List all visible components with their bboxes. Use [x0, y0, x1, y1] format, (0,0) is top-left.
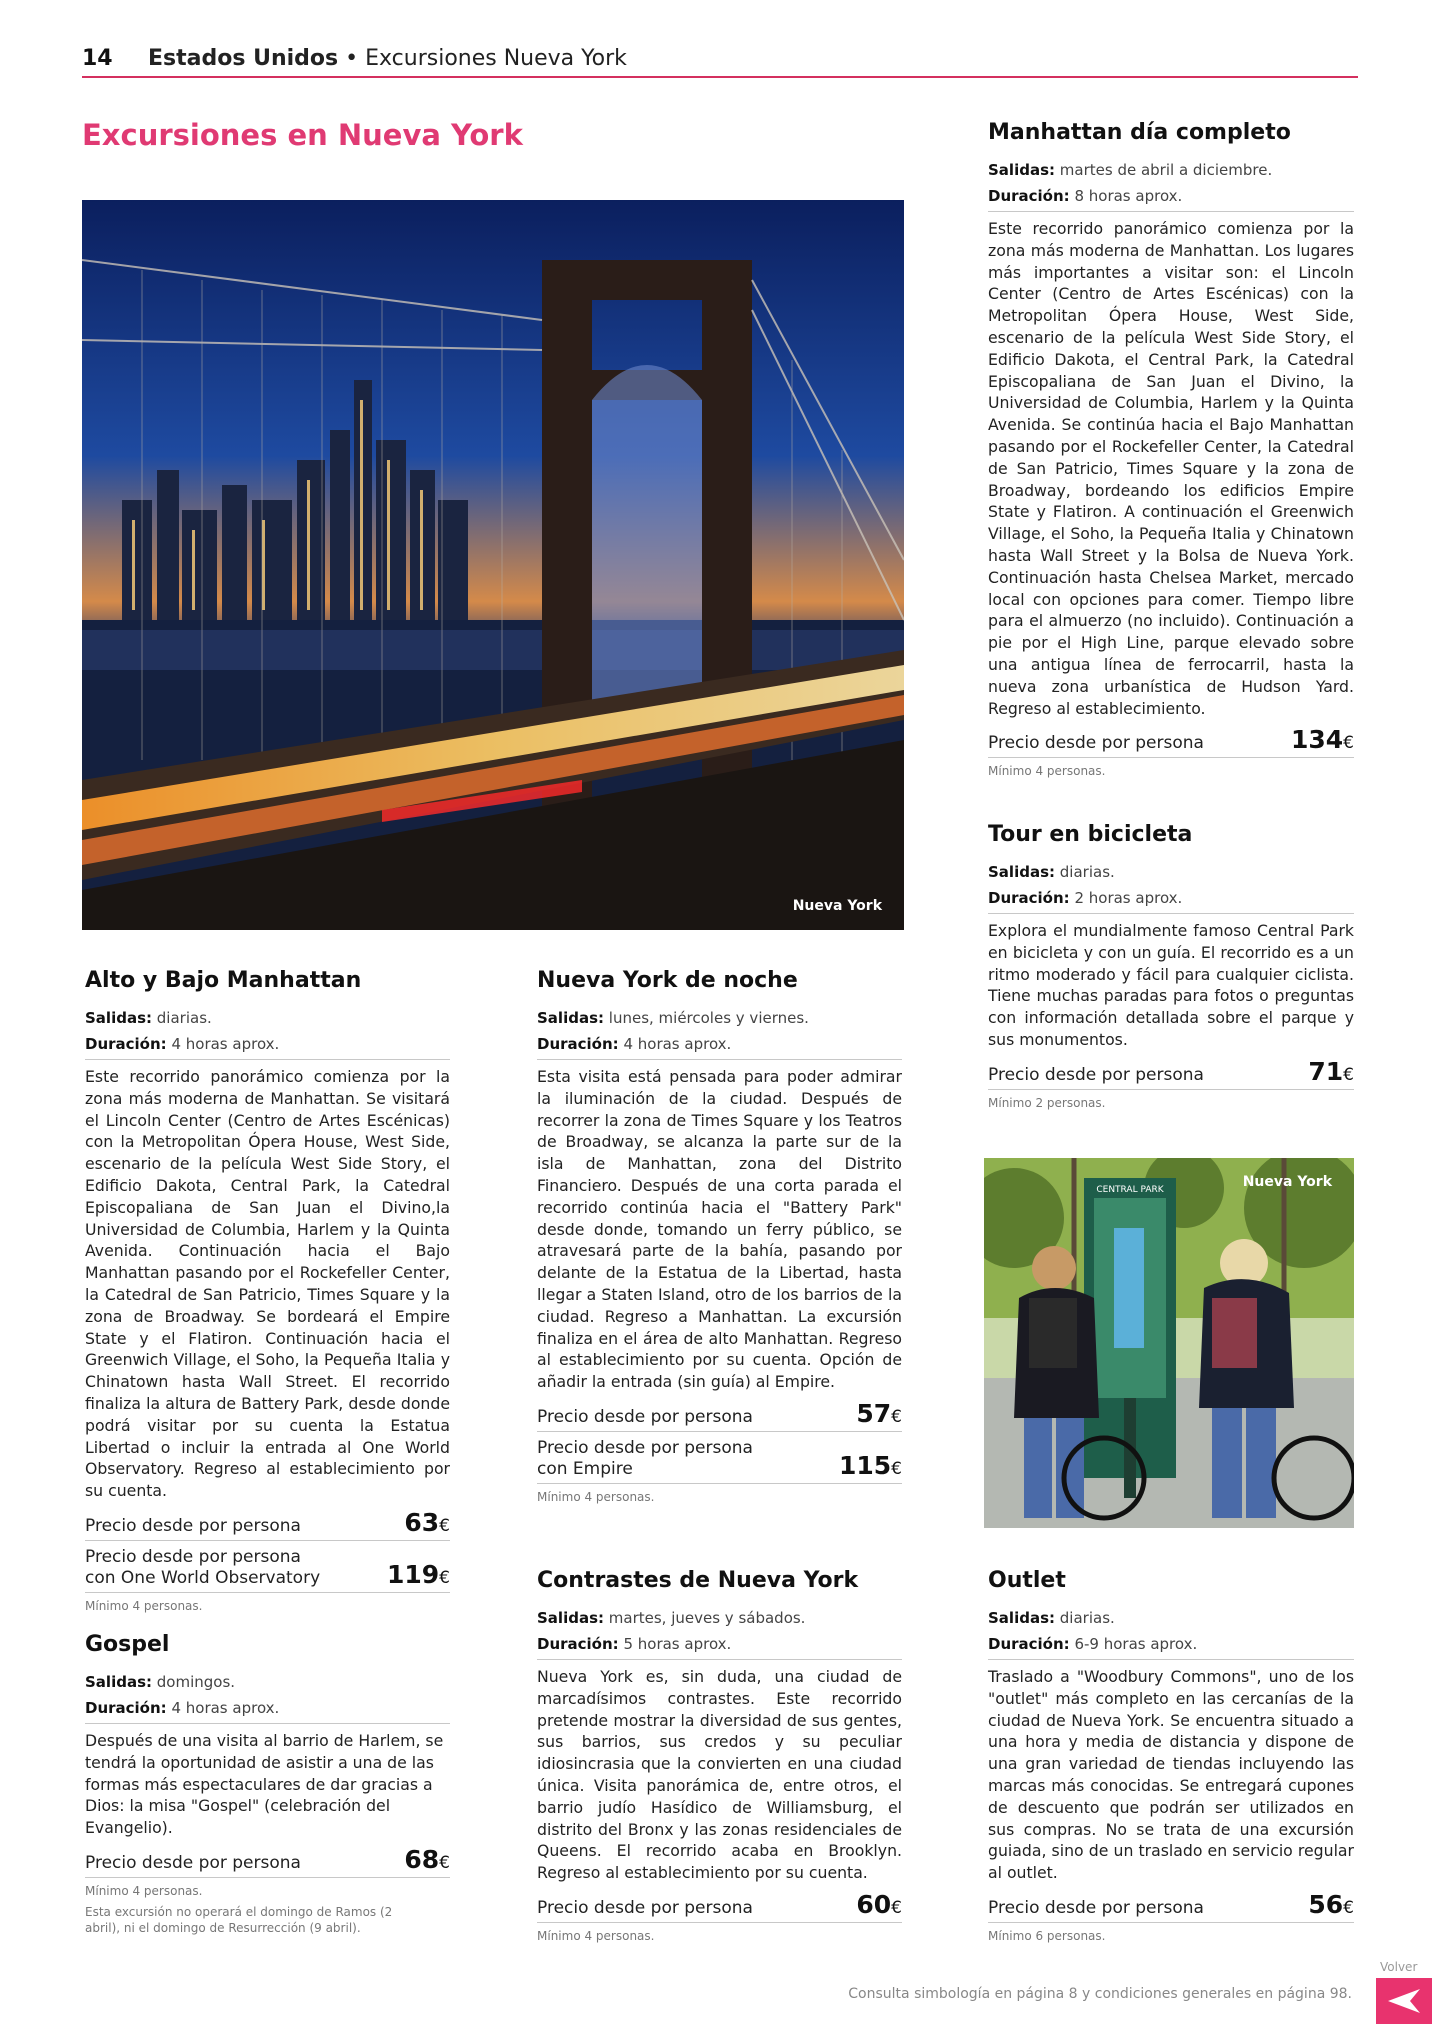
bridge-photo-caption: Nueva York	[792, 898, 882, 914]
back-button[interactable]	[1376, 1978, 1432, 2024]
duracion-value: 6-9 horas aprox.	[1074, 1635, 1198, 1653]
minimum-people: Mínimo 4 personas.	[537, 1489, 655, 1504]
price-row-empire: Precio desde por persona con Empire 115€	[537, 1432, 902, 1484]
tour-title: Manhattan día completo	[988, 120, 1291, 145]
minimum-people: Mínimo 4 personas.	[85, 1598, 203, 1613]
back-arrow-icon	[1386, 1987, 1422, 2015]
salidas-value: domingos.	[156, 1673, 236, 1691]
header-separator: •	[345, 46, 359, 71]
tour-contrastes: Contrastes de Nueva York Salidas: martes, jueves y sábados. Duración: 5 horas aprox. Nueva York es, sin duda, una ciudad de marcadísimos contrastes. Este recorrido pretende mostrar la diversidad de sus gentes, sus barrios, sus credos y su peculiar idiosincrasia que la convierten en una ciudad única. Visita panorámica de, entre otros, el barrio judío Hasídico de Williamsburg, el distrito del Bronx y las zonas residenciales de Queens. El recorrido acaba en Brooklyn. Regreso al establecimiento por su cuenta. Precio desde por persona 60€ Mínimo 4 personas.	[537, 1568, 902, 1943]
park-photo	[984, 1158, 1354, 1528]
header-country: Estados Unidos	[148, 46, 339, 71]
tour-description: Esta visita está pensada para poder admirar la iluminación de la ciudad. Después de recorrer la zona de Times Square y los Teatros de Broadway, se alcanza la parte sur de la isla de Manhattan, zona del Distrito Financiero. Después de una corta parada el recorrido continúa hacia el "Battery Park" desde donde, tomando un ferry público, se atravesará parte de la bahía, pasando por delante de la Estatua de la Libertad, hasta llegar a Staten Island, otro de los barrios de la ciudad. Regreso a Manhattan. La excursión finaliza en el área de alto Manhattan. Regreso al establecimiento por su cuenta. Opción de añadir la entrada (sin guía) al Empire.	[537, 1067, 902, 1392]
price-value: 134	[1290, 725, 1344, 755]
duracion-value: 8 horas aprox.	[1074, 187, 1183, 205]
tour-description: Explora el mundialmente famoso Central Park en bicicleta y con un guía. El recorrido es a un ritmo moderado y fácil para cualquier ciclista. Tiene muchas paradas para fotos o preguntas con información detallada sobre el parque y sus monumentos.	[988, 921, 1354, 1049]
tour-description: Este recorrido panorámico comienza por la zona más moderna de Manhattan. Se visitará el Lincoln Center (Centro de Artes Escénicas) con la Metropolitan Ópera House, West Side, escenario de la película West Side Story, el Edificio Dakota, Central Park, la Catedral Episcopaliana de San Juan el Divino,la Universidad de Columbia, Harlem y la Quinta Avenida. Continuación hacia el Bajo Manhattan pasando por el Rockefeller Center, la Catedral de San Patricio, Times Square y la zona de Broadway. Se bordeará el Empire State y el Flatiron. Continuación hacia el Greenwich Village, el Soho, la Pequeña Italia y Chinatown hasta Wall Street. El recorrido finaliza la altura de Battery Park, desde donde podrá visitar por su cuenta la Estatua Libertad o incluir la entrada al One World Observatory. Regreso al establecimiento por su cuenta.	[85, 1067, 450, 1501]
salidas-value: lunes, miércoles y viernes.	[608, 1009, 809, 1027]
park-photo-caption: Nueva York	[1242, 1174, 1332, 1190]
gospel-note: Esta excursión no operará el domingo de Ramos (2 abril), ni el domingo de Resurrección (9 abril).	[85, 1904, 393, 1935]
tour-title: Nueva York de noche	[537, 968, 798, 993]
header-section: Excursiones Nueva York	[365, 46, 627, 71]
tour-title: Tour en bicicleta	[988, 822, 1193, 847]
tour-title: Gospel	[85, 1632, 170, 1657]
price-value: 115	[838, 1450, 892, 1480]
minimum-people: Mínimo 4 personas.	[988, 764, 1106, 779]
tour-manhattan-completo: Manhattan día completo Salidas: martes de abril a diciembre. Duración: 8 horas aprox. Este recorrido panorámico comienza por la zona más moderna de Manhattan. Los lugares más importantes a visitar son: el Lincoln Center (Centro de Artes Escénicas) con la Metropolitan Ópera House, West Side, escenario de la película West Side Story, el Edificio Dakota, el Central Park, la Catedral Episcopaliana de San Juan el Divino, la Universidad de Columbia, Harlem y la Quinta Avenida. Se continúa hacia el Bajo Manhattan pasando por el Rockefeller Center, la Catedral de San Patricio, Times Square y la zona de Broadway, bordeando los edificios Empire State y Flatiron. A continuación el Greenwich Village, el Soho, la Pequeña Italia y Chinatown hasta Wall Street y la Bolsa de Nueva York. Continuación hasta Chelsea Market, mercado local con opciones para comer. Tiempo libre para el almuerzo (no incluido). Continuación a pie por el High Line, parque elevado sobre una antigua línea de ferrocarril, hasta la nueva zona urbanística de Hudson Yard. Regreso al establecimiento. Precio desde por persona 134€ Mínimo 4 personas.	[988, 120, 1354, 779]
page-number: 14	[82, 46, 113, 71]
price-value: 71	[1308, 1056, 1344, 1086]
price-value: 63	[404, 1507, 440, 1537]
tour-title: Alto y Bajo Manhattan	[85, 968, 362, 993]
price-row: Precio desde por persona 57€	[537, 1393, 902, 1432]
minimum-people: Mínimo 2 personas.	[988, 1095, 1106, 1110]
price-value: 60	[856, 1889, 892, 1919]
price-value: 56	[1308, 1889, 1344, 1919]
salidas-value: martes, jueves y sábados.	[608, 1609, 806, 1627]
minimum-people: Mínimo 4 personas.	[85, 1883, 203, 1898]
tour-description: Este recorrido panorámico comienza por la zona más moderna de Manhattan. Los lugares más importantes a visitar son: el Lincoln Center (Centro de Artes Escénicas) con la Metropolitan Ópera House, West Side, escenario de la película West Side Story, el Edificio Dakota, el Central Park, la Catedral Episcopaliana de San Juan el Divino, la Universidad de Columbia, Harlem y la Quinta Avenida. Se continúa hacia el Bajo Manhattan pasando por el Rockefeller Center, la Catedral de San Patricio, Times Square y la zona de Broadway, bordeando los edificios Empire State y Flatiron. A continuación el Greenwich Village, el Soho, la Pequeña Italia y Chinatown hasta Wall Street y la Bolsa de Nueva York. Continuación hasta Chelsea Market, mercado local con opciones para comer. Tiempo libre para el almuerzo (no incluido). Continuación a pie por el High Line, parque elevado sobre una antigua línea de ferrocarril, hasta la nueva zona urbanística de Hudson Yard. Regreso al establecimiento.	[988, 219, 1354, 718]
salidas-value: martes de abril a diciembre.	[1059, 161, 1273, 179]
price-row: Precio desde por persona 134€	[988, 719, 1354, 758]
page-footer: Consulta simbología en página 8 y condiciones generales en página 98.	[848, 1986, 1352, 2002]
tour-description: Nueva York es, sin duda, una ciudad de marcadísimos contrastes. Este recorrido pretende mostrar la diversidad de sus gentes, sus barrios, sus credos y su peculiar idiosincrasia que la convierten en una ciudad única. Visita panorámica de, entre otros, el barrio judío Hasídico de Williamsburg, el distrito del Bronx y las zonas residenciales de Queens. El recorrido acaba en Brooklyn. Regreso al establecimiento por su cuenta.	[537, 1667, 902, 1883]
tour-nueva-york-noche: Nueva York de noche Salidas: lunes, miércoles y viernes. Duración: 4 horas aprox. Esta visita está pensada para poder admirar la iluminación de la ciudad. Después de recorrer la zona de Times Square y los Teatros de Broadway, se alcanza la parte sur de la isla de Manhattan, zona del Distrito Financiero. Después de una corta parada el recorrido continúa hacia el "Battery Park" desde donde, tomando un ferry público, se atravesará parte de la bahía, pasando por delante de la Estatua de la Libertad, hasta llegar a Staten Island, otro de los barrios de la ciudad. Regreso a Manhattan. La excursión finaliza en el área de alto Manhattan. Regreso al establecimiento por su cuenta. Opción de añadir la entrada (sin guía) al Empire. Precio desde por persona 57€ Precio desde por persona con Empire 115€ Mínimo 4 personas.	[537, 968, 902, 1504]
price-value: 119	[386, 1559, 440, 1589]
bridge-photo	[82, 200, 904, 930]
duracion-value: 5 horas aprox.	[623, 1635, 732, 1653]
price-row-observatory: Precio desde por persona con One World Observatory 119€	[85, 1541, 450, 1593]
duracion-value: 4 horas aprox.	[171, 1035, 280, 1053]
park-sign-text: CENTRAL PARK	[1096, 1185, 1164, 1195]
duracion-value: 4 horas aprox.	[171, 1699, 280, 1717]
tour-alto-bajo-manhattan: Alto y Bajo Manhattan Salidas: diarias. Duración: 4 horas aprox. Este recorrido panorámico comienza por la zona más moderna de Manhattan. Se visitará el Lincoln Center (Centro de Artes Escénicas) con la Metropolitan Ópera House, West Side, escenario de la película West Side Story, el Edificio Dakota, Central Park, la Catedral Episcopaliana de San Juan el Divino,la Universidad de Columbia, Harlem y la Quinta Avenida. Continuación hacia el Bajo Manhattan pasando por el Rockefeller Center, la Catedral de San Patricio, Times Square y la zona de Broadway. Se bordeará el Empire State y el Flatiron. Continuación hacia el Greenwich Village, el Soho, la Pequeña Italia y Chinatown hasta Wall Street. El recorrido finaliza la altura de Battery Park, desde donde podrá visitar por su cuenta la Estatua Libertad o incluir la entrada al One World Observatory. Regreso al establecimiento por su cuenta. Precio desde por persona 63€ Precio desde por persona con One World Observatory 119€ Mínimo 4 personas.	[85, 968, 450, 1613]
tour-title: Outlet	[988, 1568, 1066, 1593]
tour-description: Después de una visita al barrio de Harlem, se tendrá la oportunidad de asistir a una de las formas más espectaculares de dar gracias a Dios: la misa "Gospel" (celebración del Evangelio).	[85, 1731, 444, 1838]
price-value: 68	[404, 1844, 440, 1874]
bridge-illustration	[82, 200, 904, 930]
price-row: Precio desde por persona 63€	[85, 1502, 450, 1541]
minimum-people: Mínimo 6 personas.	[988, 1928, 1106, 1943]
price-value: 57	[856, 1398, 892, 1428]
tour-description: Traslado a "Woodbury Commons", uno de los "outlet" más completo en las cercanías de la ciudad de Nueva York. Se encuentra situado a una hora y media de distancia y dispone de una gran variedad de tiendas incluyendo las marcas más conocidas. Se entregará cupones de descuento que podrán ser utilizados en sus compras. No se trata de una excursión guiada, sino de un traslado en servicio regular al outlet.	[988, 1667, 1354, 1883]
page-title: Excursiones en Nueva York	[82, 118, 523, 152]
park-illustration	[984, 1158, 1354, 1528]
duracion-value: 2 horas aprox.	[1074, 889, 1183, 907]
tour-gospel: Gospel Salidas: domingos. Duración: 4 horas aprox. Después de una visita al barrio de Harlem, se tendrá la oportunidad de asistir a una de las formas más espectaculares de dar gracias a Dios: la misa "Gospel" (celebración del Evangelio). Precio desde por persona 68€ Mínimo 4 personas. Esta excursión no operará el domingo de Ramos (2 abril), ni el domingo de Resurrección (9 abril).	[85, 1632, 450, 1935]
tour-bicicleta: Tour en bicicleta Salidas: diarias. Duración: 2 horas aprox. Explora el mundialmente famoso Central Park en bicicleta y con un guía. El recorrido es a un ritmo moderado y fácil para cualquier ciclista. Tiene muchas paradas para fotos o preguntas con información detallada sobre el parque y sus monumentos. Precio desde por persona 71€ Mínimo 2 personas.	[988, 822, 1354, 1110]
tour-outlet: Outlet Salidas: diarias. Duración: 6-9 horas aprox. Traslado a "Woodbury Commons", uno de los "outlet" más completo en las cercanías de la ciudad de Nueva York. Se encuentra situado a una hora y media de distancia y dispone de una gran variedad de tiendas incluyendo las marcas más conocidas. Se entregará cupones de descuento que podrán ser utilizados en sus compras. No se trata de una excursión guiada, sino de un traslado en servicio regular al outlet. Precio desde por persona 56€ Mínimo 6 personas.	[988, 1568, 1354, 1943]
volver-label: Volver	[1380, 1960, 1418, 1974]
salidas-value: diarias.	[1059, 1609, 1115, 1627]
salidas-value: diarias.	[156, 1009, 212, 1027]
duracion-value: 4 horas aprox.	[623, 1035, 732, 1053]
salidas-value: diarias.	[1059, 863, 1115, 881]
tour-title: Contrastes de Nueva York	[537, 1568, 859, 1593]
price-row: Precio desde por persona 60€	[537, 1884, 902, 1923]
price-row: Precio desde por persona 71€	[988, 1051, 1354, 1090]
price-row: Precio desde por persona 68€	[85, 1839, 450, 1878]
minimum-people: Mínimo 4 personas.	[537, 1928, 655, 1943]
page-header	[82, 46, 1358, 78]
price-row: Precio desde por persona 56€	[988, 1884, 1354, 1923]
